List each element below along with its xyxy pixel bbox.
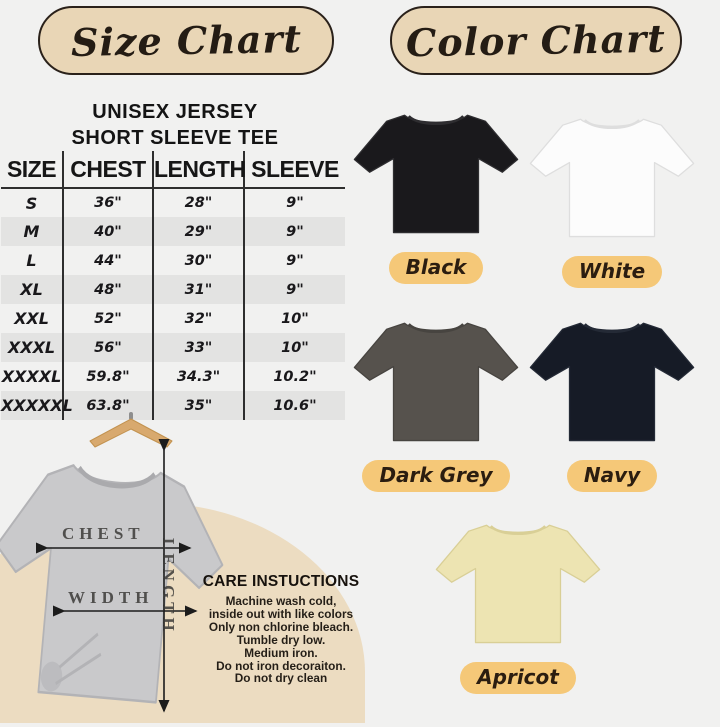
cell-sleeve: 10.2" — [244, 362, 345, 391]
cell-length: 31" — [153, 275, 244, 304]
cell-length: 28" — [153, 188, 244, 217]
care-line: inside out with like colors — [208, 606, 354, 621]
color-chart-title: Color Chart — [405, 15, 667, 66]
tshirt-image-apricot — [433, 508, 603, 653]
color-option-dark-grey — [348, 306, 524, 492]
color-option-white — [524, 102, 700, 288]
color-chart-title-pill — [390, 6, 682, 75]
color-label-text: White — [578, 259, 646, 283]
cell-chest: 56" — [63, 333, 153, 362]
cell-chest: 40" — [63, 217, 153, 246]
color-option-black — [348, 98, 524, 284]
cell-sleeve: 9" — [244, 217, 345, 246]
cell-chest: 48" — [63, 275, 153, 304]
tshirt-image-dark-grey — [351, 306, 521, 451]
chest-measure-label: CHEST — [62, 524, 145, 543]
product-title — [0, 99, 350, 151]
cell-chest: 59.8" — [63, 362, 153, 391]
color-option-navy — [524, 306, 700, 492]
size-chart-title: Size Chart — [70, 15, 302, 66]
care-instructions — [192, 573, 370, 685]
color-option-apricot — [430, 508, 606, 694]
hanger-image — [86, 412, 176, 448]
table-row — [1, 362, 345, 391]
column-header-sleeve: SLEEVE — [244, 151, 345, 188]
care-line: Only non chlorine bleach. — [208, 619, 354, 634]
cell-sleeve: 10" — [244, 333, 345, 362]
cell-length: 32" — [153, 304, 244, 333]
cell-size: XXXXL — [1, 367, 62, 386]
color-label-white — [562, 256, 662, 288]
size-table-header-row — [1, 151, 345, 188]
color-label-apricot — [460, 662, 576, 694]
cell-length: 30" — [153, 246, 244, 275]
column-header-chest: CHEST — [63, 151, 153, 188]
product-title-line1: UNISEX JERSEY — [92, 101, 258, 123]
care-line: Tumble dry low. — [236, 632, 326, 647]
tshirt-image-white — [527, 102, 697, 247]
tshirt-image-navy — [527, 306, 697, 451]
care-instructions-title: CARE INSTUCTIONS — [202, 573, 360, 590]
cell-size: M — [23, 222, 40, 241]
cell-sleeve: 10.6" — [244, 391, 345, 420]
size-table — [1, 151, 345, 420]
care-line: Machine wash cold, — [225, 594, 337, 608]
color-label-text: Navy — [583, 463, 641, 487]
table-row — [1, 217, 345, 246]
length-measure-label: LENGTH — [159, 538, 178, 635]
color-label-black — [389, 252, 484, 284]
color-label-navy — [567, 460, 657, 492]
column-header-size: SIZE — [1, 151, 63, 188]
cell-size: L — [26, 251, 37, 270]
table-row — [1, 275, 345, 304]
tshirt-image-black — [351, 98, 521, 243]
table-row — [1, 333, 345, 362]
cell-sleeve: 9" — [244, 246, 345, 275]
cell-chest: 63.8" — [63, 391, 153, 420]
size-chart-title-pill — [38, 6, 334, 75]
color-label-text: Apricot — [477, 665, 559, 689]
cell-chest: 44" — [63, 246, 153, 275]
cell-length: 35" — [153, 391, 244, 420]
care-line: Do not iron decoraiton. — [216, 658, 346, 673]
cell-size: XXL — [14, 309, 49, 328]
cell-chest: 52" — [63, 304, 153, 333]
product-title-line2: SHORT SLEEVE TEE — [71, 127, 279, 149]
cell-chest: 36" — [63, 188, 153, 217]
cell-length: 29" — [153, 217, 244, 246]
cell-length: 33" — [153, 333, 244, 362]
table-row — [1, 188, 345, 217]
cell-size: XXXL — [7, 338, 56, 357]
table-row — [1, 304, 345, 333]
color-label-dark-grey — [362, 460, 509, 492]
cell-sleeve: 9" — [244, 188, 345, 217]
color-label-text: Dark Grey — [379, 463, 493, 487]
care-line: Do not dry clean — [234, 671, 328, 686]
care-line: Medium iron. — [244, 645, 318, 660]
color-label-text: Black — [405, 255, 467, 279]
width-measure-label: WIDTH — [68, 588, 154, 607]
table-row — [1, 246, 345, 275]
cell-size: XL — [20, 280, 43, 299]
cell-size: XXXXXL — [1, 396, 73, 415]
column-header-length: LENGTH — [153, 151, 244, 188]
cell-length: 34.3" — [153, 362, 244, 391]
cell-size: S — [25, 193, 38, 213]
cell-sleeve: 9" — [244, 275, 345, 304]
cell-sleeve: 10" — [244, 304, 345, 333]
